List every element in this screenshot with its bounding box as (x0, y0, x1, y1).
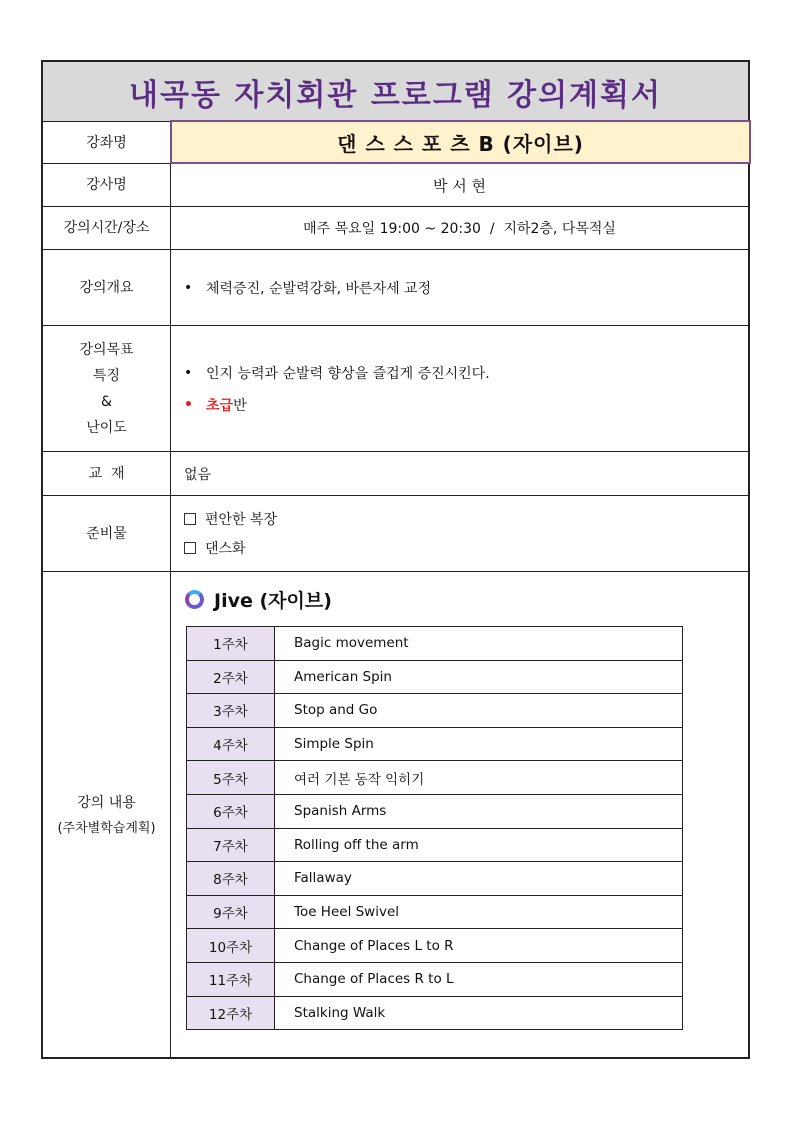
table-row (187, 862, 683, 896)
level-item (184, 389, 490, 421)
week-number: 10주차 (187, 929, 275, 963)
overview-label: 강의개요 (43, 250, 171, 325)
goals-label-line: 특징 (92, 367, 121, 384)
schedule-row (43, 207, 748, 250)
supplies-value (171, 496, 748, 571)
week-topic: Rolling off the arm (275, 828, 683, 862)
goals-label-line: & (101, 393, 112, 410)
table-row (187, 996, 683, 1030)
table-row (187, 794, 683, 828)
overview-text: 체력증진, 순발력강화, 바른자세 교정 (206, 280, 432, 297)
ring-bullet-icon (185, 590, 204, 609)
schedule-value: 매주 목요일 19:00 ~ 20:30 / 지하2층, 다목적실 (303, 221, 616, 237)
week-topic: Change of Places R to L (275, 962, 683, 996)
week-number: 7주차 (187, 828, 275, 862)
week-number: 6주차 (187, 794, 275, 828)
content-label (43, 572, 171, 1059)
week-number: 11주차 (187, 962, 275, 996)
week-topic: Spanish Arms (275, 794, 683, 828)
schedule-label: 강의시간/장소 (43, 207, 171, 249)
goal-text: 인지 능력과 순발력 향상을 즐겁게 증진시킨다. (206, 365, 490, 382)
title-row (43, 62, 748, 122)
bullet: • (184, 279, 193, 296)
level-highlight: 초급 (206, 397, 234, 414)
table-row (187, 727, 683, 761)
checkbox-icon (184, 513, 196, 525)
table-row (187, 627, 683, 661)
week-topic: Stalking Walk (275, 996, 683, 1030)
course-name: 댄 스 스 포 츠 B (자이브) (170, 120, 751, 164)
table-row (187, 929, 683, 963)
table-row (187, 828, 683, 862)
weekly-plan-table (186, 626, 683, 1030)
week-topic: American Spin (275, 660, 683, 694)
supply-item (184, 534, 277, 563)
course-row (43, 122, 748, 164)
level-suffix: 반 (233, 397, 247, 414)
supply-text: 편안한 복장 (205, 512, 278, 528)
week-topic: Toe Heel Swivel (275, 895, 683, 929)
checkbox-icon (184, 542, 196, 554)
week-number: 2주차 (187, 660, 275, 694)
table-row (187, 660, 683, 694)
goals-label (43, 326, 171, 451)
week-number: 9주차 (187, 895, 275, 929)
table-row (187, 962, 683, 996)
table-row (187, 895, 683, 929)
instructor-row (43, 164, 748, 207)
table-row (187, 694, 683, 728)
week-number: 5주차 (187, 761, 275, 795)
supplies-label: 준비물 (43, 496, 171, 571)
textbook-label: 교 재 (43, 452, 171, 495)
content-label-sub: (주차별학습계획) (57, 820, 156, 836)
week-topic: 여러 기본 동작 익히기 (275, 761, 683, 795)
week-topic: Bagic movement (275, 627, 683, 661)
week-number: 1주차 (187, 627, 275, 661)
week-topic: Change of Places L to R (275, 929, 683, 963)
textbook-row (43, 452, 748, 496)
lecture-plan-sheet (41, 60, 750, 1059)
goal-item (184, 357, 490, 389)
supply-item (184, 505, 277, 534)
goals-label-line: 강의목표 (79, 341, 134, 358)
table-row (187, 761, 683, 795)
bullet: • (184, 364, 193, 381)
textbook-value: 없음 (184, 466, 212, 483)
dance-heading-text: Jive (자이브) (214, 590, 332, 612)
week-number: 3주차 (187, 694, 275, 728)
instructor-name: 박 서 현 (432, 176, 486, 195)
course-label: 강좌명 (43, 122, 171, 163)
week-topic: Stop and Go (275, 694, 683, 728)
page-title: 내곡동 자치회관 프로그램 강의계획서 (128, 77, 662, 113)
supplies-row (43, 496, 748, 572)
week-topic: Fallaway (275, 862, 683, 896)
week-number: 8주차 (187, 862, 275, 896)
week-number: 12주차 (187, 996, 275, 1030)
goals-label-line: 난이도 (86, 419, 127, 436)
goals-value (171, 326, 748, 451)
goals-row (43, 326, 748, 452)
dance-heading (185, 586, 332, 613)
overview-row (43, 250, 748, 326)
supply-text: 댄스화 (205, 541, 246, 557)
week-topic: Simple Spin (275, 727, 683, 761)
week-number: 4주차 (187, 727, 275, 761)
bullet: • (184, 396, 193, 413)
content-label-main: 강의 내용 (77, 794, 136, 811)
overview-value (171, 250, 748, 325)
instructor-label: 강사명 (43, 164, 171, 206)
